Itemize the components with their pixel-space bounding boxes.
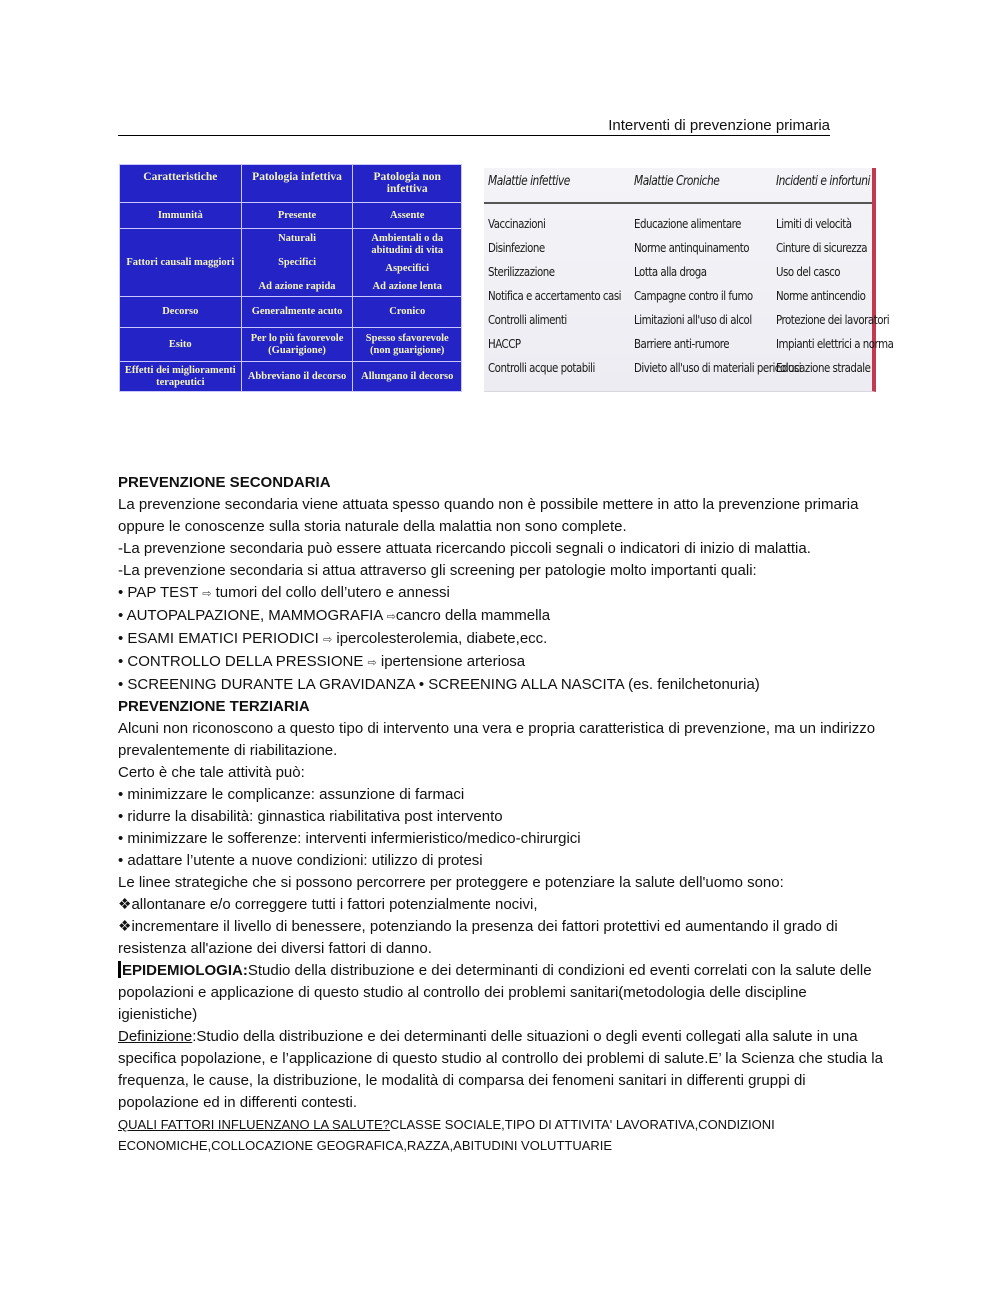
arrow-icon: ⇨ <box>367 656 377 669</box>
table-cell: Decorso <box>120 297 242 328</box>
paragraph <box>118 960 883 1026</box>
cell-line: Specifici <box>278 256 316 268</box>
list-item: ❖allontanare e/o correggere tutti i fattori potenzialmente nocivi, <box>118 896 538 913</box>
list-item: • minimizzare le complicanze: assunzione di farmaci <box>118 786 465 803</box>
page-header <box>118 116 830 136</box>
table-cell: Cinture di sicurezza <box>776 240 868 255</box>
item-text: ipercolesterolemia, diabete,ecc. <box>332 630 548 647</box>
table-cell: Norme antinquinamento <box>634 240 750 255</box>
table-cell <box>353 229 462 297</box>
table-cell: Per lo più favorevole (Guarigione) <box>241 328 353 362</box>
paragraph: Certo è che tale attività può: <box>118 764 305 781</box>
table-cell: Campagne contro il fumo <box>634 288 753 303</box>
item-label: • ESAMI EMATICI PERIODICI <box>118 630 323 647</box>
table-cell: Limitazioni all'uso di alcol <box>634 312 752 327</box>
table-cell: Lotta alla droga <box>634 264 707 279</box>
list-item: • ridurre la disabilità: ginnastica riabilitativa post intervento <box>118 808 503 825</box>
table-cell: Fattori causali maggiori <box>120 229 242 297</box>
paragraph: -La prevenzione secondaria si attua attraverso gli screening per patologie molto importanti quali: <box>118 562 757 579</box>
item-text: ipertensione arteriosa <box>376 653 526 670</box>
list-item <box>118 582 883 605</box>
table-cell: Effetti dei miglioramenti terapeutici <box>120 362 242 392</box>
table-cell: Disinfezione <box>488 240 545 255</box>
item-label: • PAP TEST <box>118 584 203 601</box>
cell-line: Ambientali o da abitudini di vita <box>371 232 444 256</box>
table-header: Caratteristiche <box>120 165 242 203</box>
table-row <box>484 216 872 240</box>
section-title: PREVENZIONE SECONDARIA <box>118 474 331 491</box>
table-cell: Protezione dei lavoratori <box>776 312 890 327</box>
table-cell: Allungano il decorso <box>353 362 462 392</box>
table-cell: Limiti di velocità <box>776 216 852 231</box>
table-header: Patologia infettiva <box>241 165 353 203</box>
epi-title: EPIDEMIOLOGIA: <box>122 962 248 979</box>
table-row <box>484 288 872 312</box>
table-cell: Generalmente acuto <box>241 297 353 328</box>
paragraph <box>118 1114 883 1156</box>
def-label: Definizione <box>118 1028 193 1045</box>
cell-line: Ad azione rapida <box>258 280 336 292</box>
table-cell: Educazione stradale <box>776 360 871 375</box>
table-cell: Vaccinazioni <box>488 216 546 231</box>
cell-line: Aspecifici <box>385 262 430 274</box>
table-cell: Controlli alimenti <box>488 312 567 327</box>
table-header: Patologia non infettiva <box>353 165 462 203</box>
table-row <box>120 229 462 297</box>
table-row <box>484 360 872 384</box>
table-cell: Notifica e accertamento casi <box>488 288 622 303</box>
item-text: cancro della mammella <box>395 607 551 624</box>
paragraph: -La prevenzione secondaria può essere attuata ricercando piccoli segnali o indicatori di inizio di malattia. <box>118 540 811 557</box>
table-header: Incidenti e infortuni <box>776 174 870 189</box>
cell-line: Naturali <box>278 232 316 244</box>
paragraph: Alcuni non riconoscono a questo tipo di intervento una vera e propria caratteristica di prevenzione, ma un indirizzo prevalentemente di riabilitazione. <box>118 720 876 759</box>
header-title: Interventi di prevenzione primaria <box>608 117 830 134</box>
item-label: • AUTOPALPAZIONE, MAMMOGRAFIA <box>118 607 387 624</box>
table-header-row <box>484 168 872 204</box>
table-row <box>120 328 462 362</box>
paragraph <box>118 1026 883 1114</box>
table-cell: Assente <box>353 203 462 229</box>
table-cell: Presente <box>241 203 353 229</box>
factors-label: QUALI FATTORI INFLUENZANO LA SALUTE? <box>118 1117 390 1132</box>
prevention-measures-table <box>484 168 894 392</box>
table-row <box>120 297 462 328</box>
table-header: Malattie Croniche <box>634 174 720 189</box>
def-text: :Studio della distribuzione e dei determinanti delle situazioni o degli eventi collegati alla salute in una specifica popolazione, e l’applicazione di questo studio al controllo dei problemi di salute.E’ la Scienza che studia la frequenza, le cause, la distribuzione, le modalità di comparsa dei fenomeni sanitari in differenti gruppi di popolazione ed in differenti contesti. <box>118 1028 883 1111</box>
cell-line: Ad azione lenta <box>372 280 442 292</box>
table-header: Malattie infettive <box>488 174 570 189</box>
table-row <box>484 336 894 360</box>
table-row <box>484 240 872 264</box>
table-cell: Sterilizzazione <box>488 264 555 279</box>
table-cell: Esito <box>120 328 242 362</box>
item-text: tumori del collo dell’utero e annessi <box>211 584 450 601</box>
list-item: • SCREENING DURANTE LA GRAVIDANZA • SCREENING ALLA NASCITA (es. fenilchetonuria) <box>118 676 760 693</box>
list-item: • adattare l’utente a nuove condizioni: utilizzo di protesi <box>118 852 483 869</box>
table-cell: Cronico <box>353 297 462 328</box>
table-row <box>120 203 462 229</box>
arrow-icon: ⇨ <box>202 587 212 600</box>
table-cell <box>241 229 353 297</box>
item-label: • CONTROLLO DELLA PRESSIONE <box>118 653 368 670</box>
text-cursor <box>118 961 121 978</box>
list-item <box>118 651 883 674</box>
table-cell: Educazione alimentare <box>634 216 741 231</box>
table-row <box>484 264 872 288</box>
table-row <box>120 362 462 392</box>
list-item: • minimizzare le sofferenze: interventi infermieristico/medico-chirurgici <box>118 830 581 847</box>
arrow-icon: ⇨ <box>386 610 396 623</box>
table-cell: Uso del casco <box>776 264 841 279</box>
table-cell: Abbreviano il decorso <box>241 362 353 392</box>
list-item <box>118 628 883 651</box>
paragraph: Le linee strategiche che si possono percorrere per proteggere e potenziare la salute dell'uomo sono: <box>118 874 784 891</box>
section-title: PREVENZIONE TERZIARIA <box>118 698 310 715</box>
table-cell: Spesso sfavorevole (non guarigione) <box>353 328 462 362</box>
arrow-icon: ⇨ <box>323 633 333 646</box>
infective-vs-noninfective-table <box>119 164 462 391</box>
document-body <box>118 472 883 1156</box>
table-cell: Immunità <box>120 203 242 229</box>
table-cell: Norme antincendio <box>776 288 866 303</box>
list-item <box>118 605 883 628</box>
table-cell: Barriere anti-rumore <box>634 336 730 351</box>
epi-text: Studio della distribuzione e dei determinanti di condizioni ed eventi correlati con la salute delle popolazioni e applicazione di questo studio al controllo dei problemi sanitari(metodologia delle discipline igienistiche) <box>118 962 872 1023</box>
factors-text: CLASSE SOCIALE,TIPO DI ATTIVITA' LAVORATIVA,CONDIZIONI ECONOMICHE,COLLOCAZIONE GEOGRAFICA,RAZZA,ABITUDINI VOLUTTUARIE <box>118 1117 775 1153</box>
list-item: ❖incrementare il livello di benessere, potenziando la presenza dei fattori protettivi ed aumentando il grado di resistenza all'azione dei diversi fattori di danno. <box>118 918 838 957</box>
table-row <box>484 312 890 336</box>
table-cell: HACCP <box>488 336 521 351</box>
table-cell: Controlli acque potabili <box>488 360 595 375</box>
table-cell: Impianti elettrici a norma <box>776 336 894 351</box>
paragraph: La prevenzione secondaria viene attuata spesso quando non è possibile mettere in atto la prevenzione primaria oppure le conoscenze sulla storia naturale della malattia non sono complete. <box>118 496 859 535</box>
table-cell: Divieto all'uso di materiali pericolosi <box>634 360 802 375</box>
